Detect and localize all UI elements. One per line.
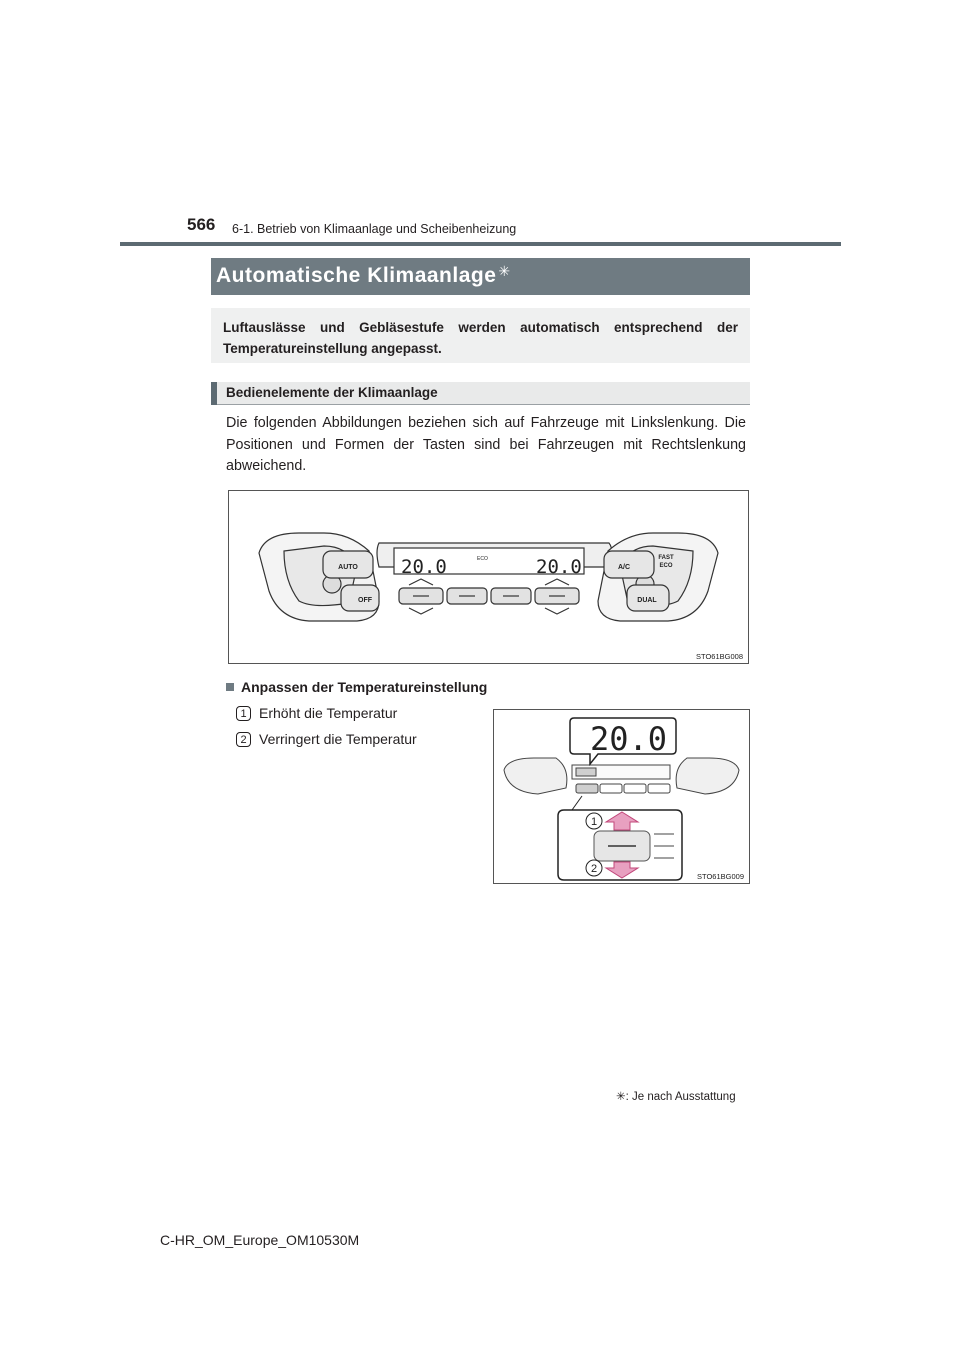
dual-label: DUAL xyxy=(637,597,657,604)
display-left-temp: 20.0 xyxy=(401,556,447,578)
figure-temperature-adjust xyxy=(493,709,750,884)
section-header xyxy=(211,382,750,405)
list-item xyxy=(236,705,397,721)
item-number-badge: 1 xyxy=(236,706,251,721)
page-title xyxy=(211,258,750,295)
page-title-text: Automatische Klimaanlage xyxy=(216,264,497,287)
header-rule xyxy=(120,242,841,246)
footnote-marker: ✳ xyxy=(616,1091,626,1103)
section-heading: Bedienelemente der Klimaanlage xyxy=(226,385,438,400)
off-label: OFF xyxy=(358,597,372,604)
breadcrumb: 6-1. Betrieb von Klimaanlage und Scheibenheizung xyxy=(232,222,517,236)
zoomed-display-temp: 20.0 xyxy=(590,720,668,758)
figure-control-panel xyxy=(228,490,749,664)
auto-label: AUTO xyxy=(338,564,358,571)
callout-1: 1 xyxy=(590,816,598,828)
fast-eco-label: ECO xyxy=(659,563,673,569)
fast-label: FAST xyxy=(658,555,674,561)
page-number: 566 xyxy=(187,215,216,234)
intro-box xyxy=(211,308,750,363)
item-text: Erhöht die Temperatur xyxy=(259,705,398,721)
callout-2: 2 xyxy=(590,863,598,875)
figure1-code: STO61BG008 xyxy=(696,652,743,661)
control-panel-illustration xyxy=(229,491,748,663)
footnote-text: : Je nach Ausstattung xyxy=(625,1091,736,1103)
intro-text: Luftauslässe und Gebläsestufe werden automatisch entsprechend der Temperatureinstellung angepasst. xyxy=(223,320,738,356)
figure2-code: STO61BG009 xyxy=(697,872,744,881)
footnote xyxy=(616,1089,736,1103)
ac-label: A/C xyxy=(617,564,631,571)
footer-code: C-HR_OM_Europe_OM10530M xyxy=(160,1232,360,1248)
display-eco-label: ECO xyxy=(477,556,488,562)
display-right-temp: 20.0 xyxy=(536,556,582,578)
body-paragraph: Die folgenden Abbildungen beziehen sich auf Fahrzeuge mit Linkslenkung. Die Positionen und Formen der Tasten sind bei Fahrzeugen mit Rechtslenkung abweichend. xyxy=(226,415,746,474)
subsection-heading xyxy=(226,679,487,695)
temperature-adjust-illustration xyxy=(494,710,749,883)
optional-equipment-marker: ✳ xyxy=(498,263,511,279)
section-accent xyxy=(211,382,217,405)
item-text: Verringert die Temperatur xyxy=(259,731,417,747)
list-item xyxy=(236,731,417,747)
item-number-badge: 2 xyxy=(236,732,251,747)
subsection-heading-text: Anpassen der Temperatureinstellung xyxy=(241,679,488,695)
square-bullet-icon xyxy=(226,683,234,691)
